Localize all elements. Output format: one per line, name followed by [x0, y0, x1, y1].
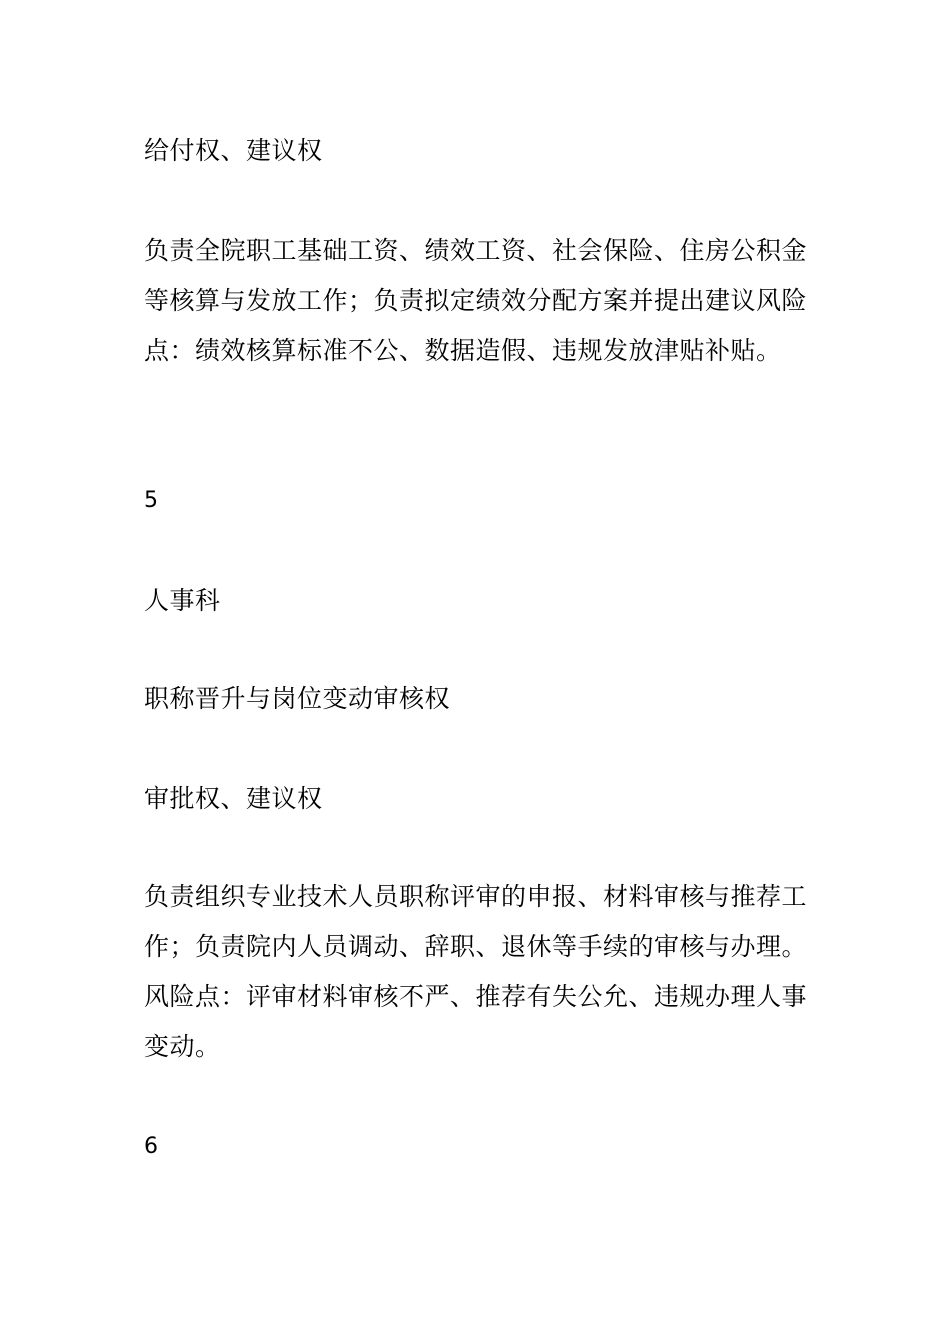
department-name: 人事科 [144, 586, 221, 615]
item-number: 5 [144, 488, 159, 513]
authority-type-text: 给付权、建议权 [144, 136, 323, 165]
responsibility-description: 负责组织专业技术人员职称评审的申报、材料审核与推荐工作；负责院内人员调动、辞职、退休等手续的审核与办理。风险点：评审材料审核不严、推荐有失公允、违规办理人事变动。 [144, 882, 808, 1061]
responsibility-description: 负责全院职工基础工资、绩效工资、社会保险、住房公积金等核算与发放工作；负责拟定绩效分配方案并提出建议风险点：绩效核算标准不公、数据造假、违规发放津贴补贴。 [144, 236, 808, 365]
authority-name: 职称晋升与岗位变动审核权 [144, 684, 451, 713]
authority-type-text: 审批权、建议权 [144, 784, 323, 813]
item-number: 6 [144, 1134, 159, 1159]
